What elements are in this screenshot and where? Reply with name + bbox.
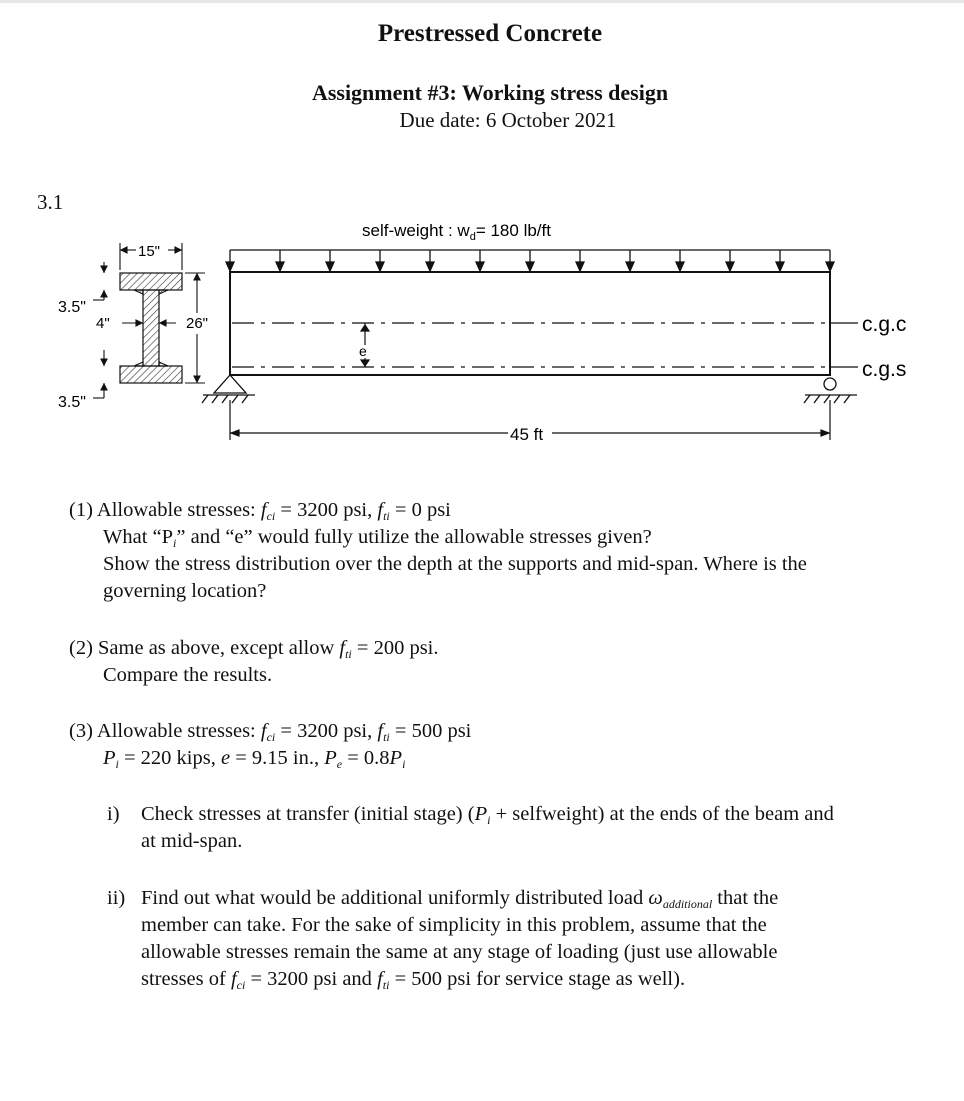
load-arrowhead	[626, 262, 634, 271]
load-arrowhead	[676, 262, 684, 271]
i-section	[120, 273, 182, 383]
load-arrowhead	[826, 262, 834, 271]
load-arrowhead	[376, 262, 384, 271]
load-arrowhead	[276, 262, 284, 271]
load-arrowhead	[526, 262, 534, 271]
document-title: Prestressed Concrete	[377, 20, 603, 47]
assignment-title: Assignment #3: Working stress design	[311, 80, 669, 105]
subquestion-i: i) Check stresses at transfer (initial stage) ($P_i$ + selfweight) at the ends of the beam and at mid-span.	[107, 803, 834, 852]
load-arrowhead	[326, 262, 334, 271]
question-2: (2) Same as above, except allow $f_{ti} = 200$ psi. Compare the results.	[69, 637, 439, 686]
load-arrowhead	[726, 262, 734, 271]
load-arrowhead	[776, 262, 784, 271]
flange-bottom-label: 3.5"	[58, 394, 86, 411]
cgc-label: c.g.c	[862, 313, 907, 336]
pin-support-left	[202, 375, 255, 403]
cgs-label: c.g.s	[862, 358, 907, 381]
beam-figure	[0, 205, 964, 455]
question-1: (1) Allowable stresses: $f_{ci} = 3200$ psi, $f_{ti} = 0$ psi What “$P_i$” and “e” would fully utilize the allowable stresses given? Show the stress distribution over the depth at the supports and mid-span. Where is the governing location?	[69, 499, 807, 602]
span-label: 45 ft	[510, 425, 544, 444]
section-number: 3.1	[37, 190, 64, 214]
eccentricity-label: e	[359, 343, 367, 359]
question-3: (3) Allowable stresses: $f_{ci} = 3200$ psi, $f_{ti} = 500$ psi $P_i = 220$ kips, e = 9.15 in., $P_e = 0.8P_i$	[69, 720, 472, 771]
distributed-load-arrows	[226, 250, 834, 271]
load-arrowhead	[226, 262, 234, 271]
top-border	[0, 0, 964, 3]
subquestion-ii: ii) Find out what would be additional uniformly distributed load $\omega_{additional}$ that the member can take. For the sake of simplicity in this problem, assume that the allowable stresses remain the same at any stage of loading (just use allowable stresses of $f_{ci} = 3200$ psi and $f_{ti} = 500$ psi for service stage as well).	[107, 887, 779, 992]
depth-label: 26"	[186, 315, 209, 332]
roller-support-right	[804, 378, 857, 403]
flange-top-label: 3.5"	[58, 299, 86, 316]
load-arrowhead	[476, 262, 484, 271]
load-label: self-weight : $w_d= 180$ lb/ft	[362, 221, 551, 243]
load-arrowhead	[576, 262, 584, 271]
load-arrowhead	[426, 262, 434, 271]
due-date: Due date: 6 October 2021	[399, 108, 617, 132]
web-thickness-label: 4"	[96, 315, 110, 332]
flange-width-label: 15"	[138, 243, 161, 260]
